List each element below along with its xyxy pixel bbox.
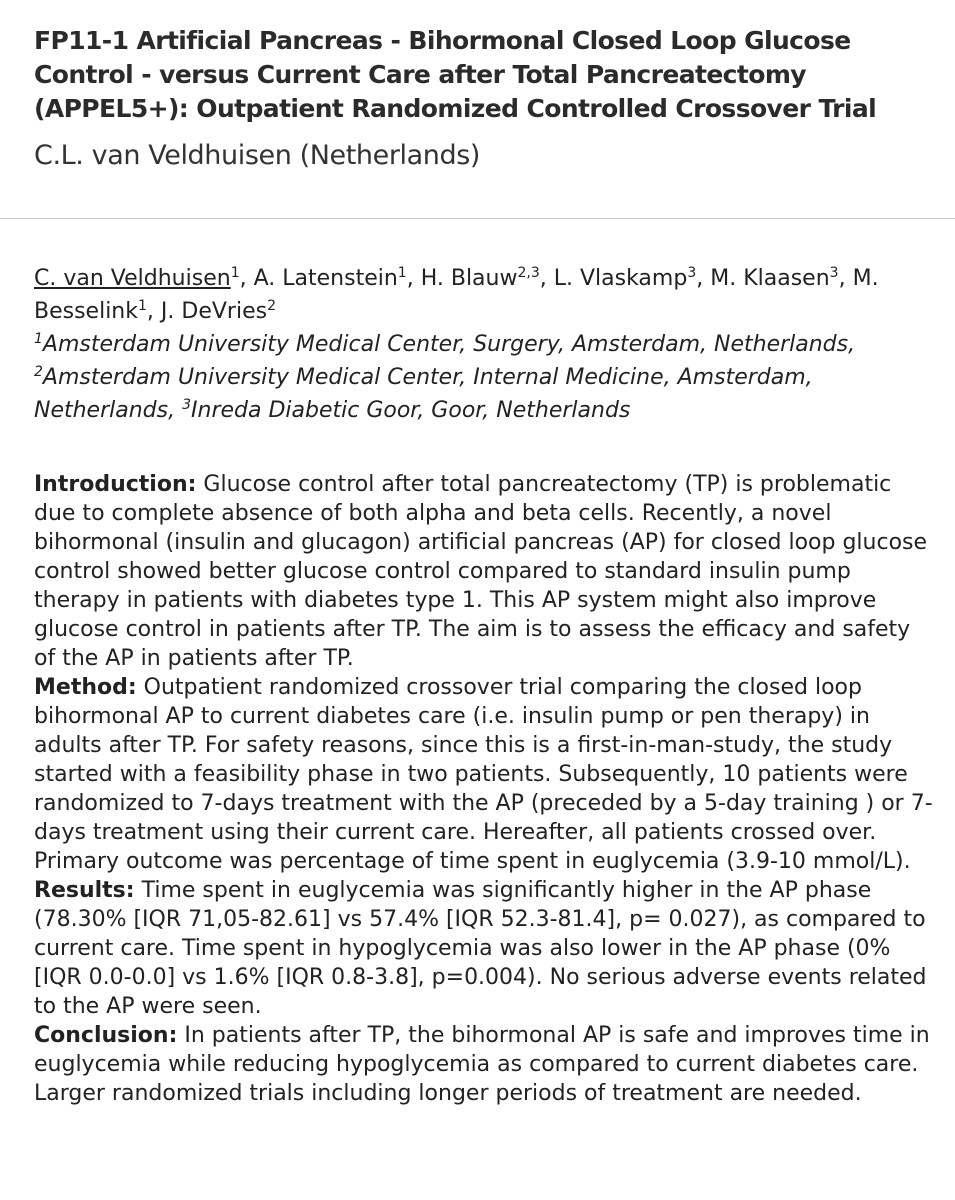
author-affil-number: 3 bbox=[829, 265, 839, 281]
author-affil-number: 1 bbox=[397, 265, 407, 281]
author-separator: , bbox=[239, 266, 254, 291]
author-affil-number: 2 bbox=[267, 298, 276, 314]
section-text-results: Time spent in euglycemia was significantly higher in the AP phase (78.30% [IQR 71,05-82.61] vs 57.4% [IQR 52.3-81.4], p= 0.027), as compared to current care. Time spent in hypoglycemia was also lower in the AP phase (0% [IQR 0.0-0.0] vs 1.6% [IQR 0.8-3.8], p=0.004). No serious adverse events related to the AP were seen. bbox=[34, 878, 927, 1019]
affiliation-number: 1 bbox=[34, 331, 43, 347]
author-name: M. Klaasen bbox=[710, 266, 830, 291]
affiliation-list bbox=[34, 328, 934, 427]
author-name: C. van Veldhuisen bbox=[34, 266, 231, 291]
conclusion-paragraph bbox=[34, 1021, 934, 1108]
section-text-introduction: Glucose control after total pancreatectomy (TP) is problematic due to complete absence of both alpha and beta cells. Recently, a novel bihormonal (insulin and glucagon) artificial pancreas (AP) for closed loop glucose control showed better glucose control compared to standard insulin pump therapy in patients with diabetes type 1. This AP system might also improve glucose control in patients after TP. The aim is to assess the efficacy and safety of the AP in patients after TP. bbox=[34, 472, 928, 671]
presenter-name: C.L. van Veldhuisen (Netherlands) bbox=[34, 140, 481, 171]
introduction-paragraph bbox=[34, 470, 934, 673]
author-separator: , bbox=[539, 266, 554, 291]
abstract-body bbox=[34, 470, 934, 1108]
section-label-conclusion: Conclusion: bbox=[34, 1023, 178, 1048]
results-paragraph bbox=[34, 876, 934, 1021]
method-paragraph bbox=[34, 673, 934, 876]
author-block bbox=[34, 262, 934, 427]
author-name: L. Vlaskamp bbox=[553, 266, 688, 291]
section-text-method: Outpatient randomized crossover trial comparing the closed loop bihormonal AP to current diabetes care (i.e. insulin pump or pen therapy) in adults after TP. For safety reasons, since this is a first-in-man-study, the study started with a feasibility phase in two patients. Subsequently, 10 patients were randomized to 7-days treatment with the AP (preceded by a 5-day training ) or 7-days treatment using their current care. Hereafter, all patients crossed over. Primary outcome was percentage of time spent in euglycemia (3.9-10 mmol/L). bbox=[34, 675, 933, 874]
section-label-method: Method: bbox=[34, 675, 137, 700]
affiliation-number: 2 bbox=[34, 364, 43, 380]
abstract-header bbox=[34, 24, 934, 174]
author-name: H. Blauw bbox=[420, 266, 518, 291]
author-affil-number: 2,3 bbox=[517, 265, 540, 281]
section-text-conclusion: In patients after TP, the bihormonal AP is safe and improves time in euglycemia while reducing hypoglycemia as compared to current diabetes care. Larger randomized trials including longer periods of treatment are needed. bbox=[34, 1023, 930, 1106]
author-name: M. Besselink bbox=[34, 266, 879, 324]
author-list bbox=[34, 262, 934, 328]
author-name: J. DeVries bbox=[160, 299, 268, 324]
section-label-introduction: Introduction: bbox=[34, 472, 197, 497]
header-divider bbox=[0, 218, 955, 219]
section-label-results: Results: bbox=[34, 878, 135, 903]
author-name: A. Latenstein bbox=[253, 266, 398, 291]
author-separator: , bbox=[696, 266, 711, 291]
affiliation-text: Amsterdam University Medical Center, Internal Medicine, Amsterdam, Netherlands, bbox=[34, 365, 813, 423]
author-separator: , bbox=[146, 299, 161, 324]
affiliation-text: Inreda Diabetic Goor, Goor, Netherlands bbox=[191, 398, 631, 423]
affiliation-number: 3 bbox=[182, 397, 192, 413]
author-separator: , bbox=[406, 266, 421, 291]
abstract-title: FP11-1 Artificial Pancreas - Bihormonal Closed Loop Glucose Control - versus Current Care after Total Pancreatectomy (APPEL5+): Outpatient Randomized Controlled Crossover Trial bbox=[34, 26, 877, 123]
author-affil-number: 3 bbox=[687, 265, 697, 281]
author-affil-number: 1 bbox=[138, 298, 147, 314]
author-separator: , bbox=[838, 266, 853, 291]
affiliation-text: Amsterdam University Medical Center, Surgery, Amsterdam, Netherlands, bbox=[42, 332, 856, 357]
author-affil-number: 1 bbox=[230, 265, 240, 281]
